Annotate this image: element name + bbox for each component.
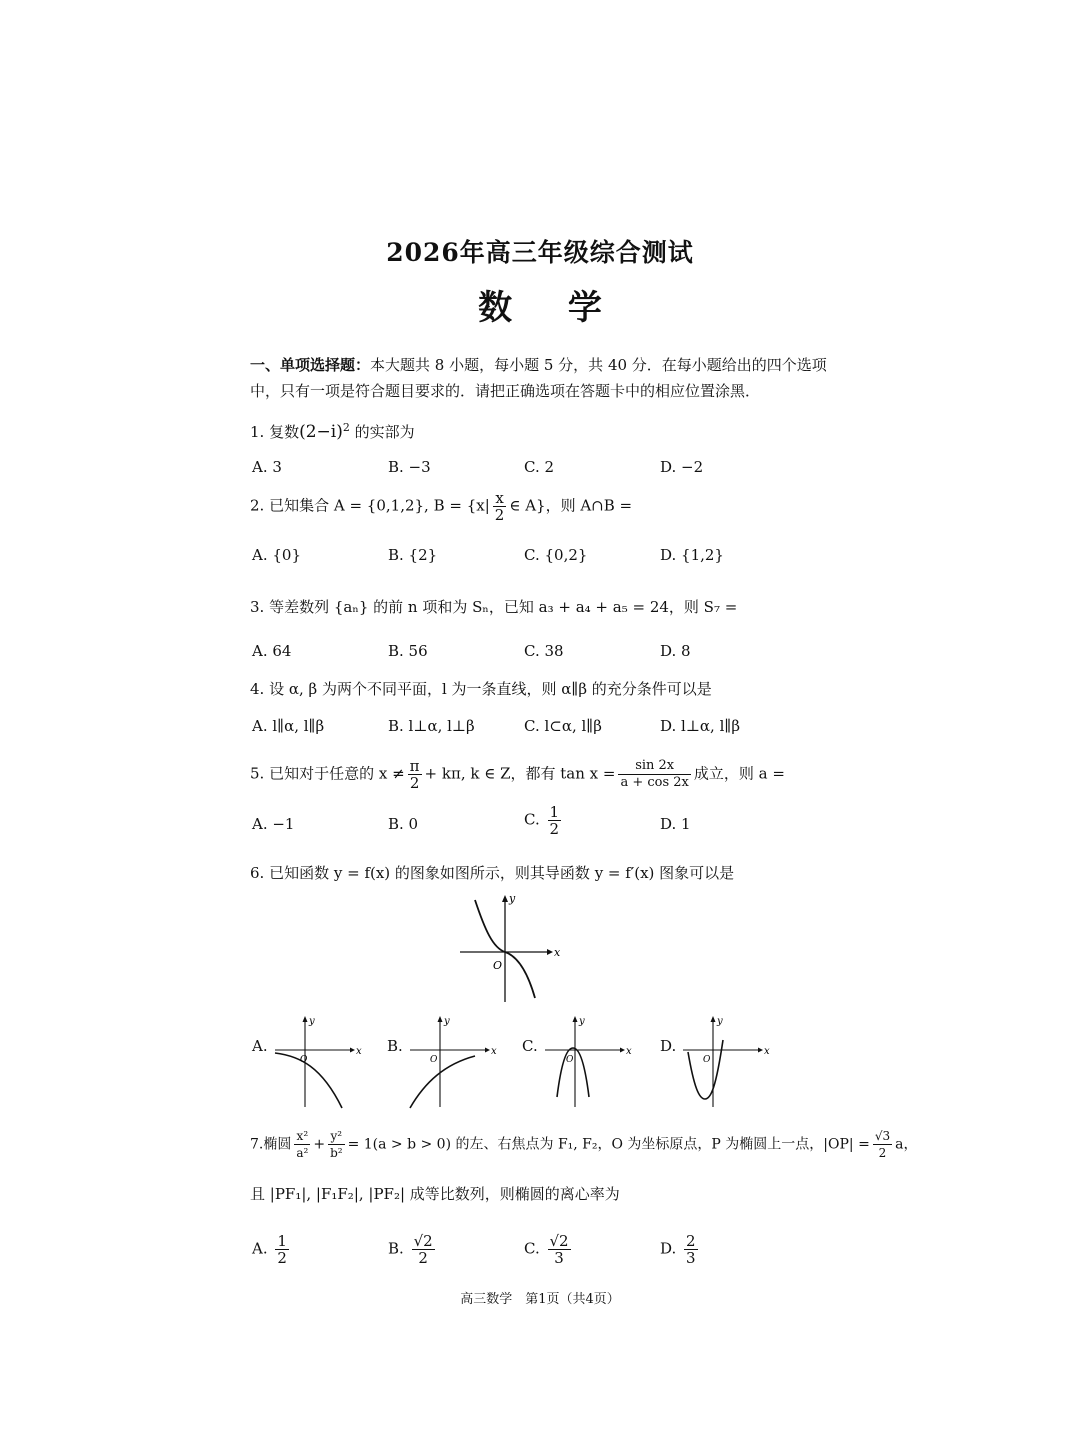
q7-d-label: D. bbox=[660, 1239, 677, 1258]
q7-number: 7. bbox=[250, 1136, 264, 1153]
q6-option-d-label: D. bbox=[660, 1037, 677, 1055]
question-5 bbox=[250, 758, 785, 791]
q7-b-label: B. bbox=[388, 1239, 404, 1258]
q7-fraction-x bbox=[294, 1128, 310, 1161]
q5-post: 成立，则 a = bbox=[693, 764, 785, 783]
q3-number: 3. bbox=[250, 598, 265, 616]
q2-pre: 已知集合 A = {0,1,2}, B = {x| bbox=[269, 496, 490, 515]
q1-option-a: A. 3 bbox=[252, 458, 282, 476]
q6-text: 已知函数 y = f(x) 的图象如图所示，则其导函数 y = f′(x) 图象可以是 bbox=[269, 864, 735, 882]
q4-number: 4. bbox=[250, 680, 265, 698]
q7-fraction-op bbox=[873, 1128, 892, 1161]
q6-option-a-graph bbox=[270, 1012, 365, 1112]
q1-expr: (2−i) bbox=[299, 422, 343, 442]
q7-option-c bbox=[524, 1233, 574, 1266]
q3-option-d: D. 8 bbox=[660, 642, 691, 660]
q1-option-d: D. −2 bbox=[660, 458, 704, 476]
arrow-icon bbox=[438, 1016, 443, 1022]
q5-mid: + kπ, k ∈ Z，都有 tan x = bbox=[424, 764, 616, 783]
q1-option-c: C. 2 bbox=[524, 458, 555, 476]
q7-f1-num: x² bbox=[294, 1128, 310, 1145]
q6-option-c-graph bbox=[540, 1012, 635, 1112]
q5-option-c-fraction bbox=[548, 804, 562, 837]
q7-c-fraction bbox=[548, 1233, 571, 1266]
q7-f1-den: a² bbox=[296, 1146, 309, 1160]
q4-option-c: C. l⊂α, l∥β bbox=[524, 717, 602, 735]
x-label: x bbox=[491, 1046, 497, 1057]
origin-label: O bbox=[493, 959, 503, 972]
q3-option-a: A. 64 bbox=[252, 642, 292, 660]
q5-fraction-pi bbox=[408, 758, 422, 791]
q7-f3-num: √3 bbox=[874, 1129, 891, 1143]
y-axis-label: y bbox=[509, 892, 516, 905]
q7-f3-den: 2 bbox=[878, 1146, 887, 1160]
q4-option-d: D. l⊥α, l∥β bbox=[660, 717, 740, 735]
q7-line-2: 且 |PF₁|, |F₁F₂|, |PF₂| 成等比数列，则椭圆的离心率为 bbox=[250, 1185, 620, 1203]
arrow-icon bbox=[350, 1048, 355, 1053]
q2-fraction bbox=[493, 490, 507, 523]
q1-pre: 复数 bbox=[269, 423, 300, 441]
q3-text: 等差数列 {aₙ} 的前 n 项和为 Sₙ，已知 a₃ + a₄ + a₅ = 24，则 S₇ = bbox=[269, 598, 738, 616]
question-2 bbox=[250, 490, 632, 523]
q5-option-d: D. 1 bbox=[660, 815, 691, 833]
question-3 bbox=[250, 597, 737, 617]
q5-frac2-den: a + cos 2x bbox=[620, 775, 689, 790]
q7-b-fraction bbox=[412, 1233, 435, 1266]
q7-b-den: 2 bbox=[418, 1249, 428, 1267]
arrow-icon bbox=[620, 1048, 625, 1053]
q1-option-b: B. −3 bbox=[388, 458, 431, 476]
q5-frac2-num: sin 2x bbox=[618, 758, 690, 775]
q7-a-num: 1 bbox=[277, 1232, 287, 1250]
exam-title: 2026年高三年级综合测试 bbox=[386, 238, 694, 267]
q2-number: 2. bbox=[250, 496, 265, 515]
section-text: 本大题共 8 小题，每小题 5 分，共 40 分．在每小题给出的四个选项中，只有一项是符合题目要求的．请把正确选项在答题卡中的相应位置涂黑． bbox=[250, 356, 827, 400]
q7-c-num: √2 bbox=[549, 1232, 569, 1250]
q7-option-a bbox=[252, 1233, 292, 1266]
y-label: y bbox=[444, 1016, 450, 1027]
q2-post: ∈ A}，则 A∩B = bbox=[509, 496, 633, 515]
y-label: y bbox=[579, 1016, 585, 1027]
y-label: y bbox=[309, 1016, 315, 1027]
x-axis-label: x bbox=[554, 946, 561, 959]
q3-option-c: C. 38 bbox=[524, 642, 564, 660]
q5-frac-den: 2 bbox=[409, 774, 420, 792]
q6-main-graph bbox=[455, 890, 565, 1005]
q4-option-b: B. l⊥α, l⊥β bbox=[388, 717, 475, 735]
q4-text: 设 α, β 为两个不同平面，l 为一条直线，则 α∥β 的充分条件可以是 bbox=[269, 680, 712, 698]
q7-a-fraction bbox=[275, 1233, 289, 1266]
origin-label: O bbox=[566, 1055, 574, 1065]
q6-option-b-label: B. bbox=[387, 1037, 403, 1055]
origin-label: O bbox=[300, 1055, 308, 1065]
q7-d-num: 2 bbox=[686, 1232, 696, 1250]
q7-f2-den: b² bbox=[330, 1146, 343, 1160]
arrow-icon bbox=[485, 1048, 490, 1053]
q7-c-den: 3 bbox=[554, 1249, 564, 1267]
y-axis-arrow-icon bbox=[502, 895, 508, 902]
q7-option-b bbox=[388, 1233, 438, 1266]
q2-option-d: D. {1,2} bbox=[660, 546, 724, 564]
q6-option-a-label: A. bbox=[252, 1037, 268, 1055]
q1-post: 的实部为 bbox=[354, 423, 415, 441]
q5-c-num: 1 bbox=[549, 803, 560, 821]
section-label: 一、单项选择题： bbox=[250, 356, 371, 374]
question-7 bbox=[250, 1128, 917, 1161]
q5-option-b: B. 0 bbox=[388, 815, 419, 833]
x-label: x bbox=[356, 1046, 362, 1057]
q7-fraction-y bbox=[328, 1128, 345, 1161]
page-footer: 高三数学 第1页（共4页） bbox=[460, 1292, 620, 1307]
arrow-icon bbox=[303, 1016, 308, 1022]
q2-option-a: A. {0} bbox=[252, 546, 301, 564]
q1-number: 1. bbox=[250, 423, 265, 441]
q7-d-fraction bbox=[684, 1233, 698, 1266]
q2-frac-num: x bbox=[493, 490, 507, 507]
arrow-icon bbox=[573, 1016, 578, 1022]
q7-d-den: 3 bbox=[686, 1249, 696, 1267]
q6-number: 6. bbox=[250, 864, 265, 882]
origin-label: O bbox=[430, 1055, 438, 1065]
subject-title: 数 学 bbox=[478, 288, 624, 328]
q5-option-a: A. −1 bbox=[252, 815, 295, 833]
q2-option-b: B. {2} bbox=[388, 546, 438, 564]
q7-a-label: A. bbox=[252, 1239, 268, 1258]
q5-c-den: 2 bbox=[549, 820, 560, 838]
x-label: x bbox=[764, 1046, 770, 1057]
q2-frac-den: 2 bbox=[494, 506, 505, 524]
q5-fraction-tan bbox=[618, 758, 690, 791]
x-axis-arrow-icon bbox=[547, 949, 553, 955]
origin-label: O bbox=[703, 1055, 711, 1065]
arrow-icon bbox=[758, 1048, 763, 1053]
arrow-icon bbox=[711, 1016, 716, 1022]
q5-pre: 已知对于任意的 x ≠ bbox=[269, 764, 405, 783]
q7-pre: 椭圆 bbox=[263, 1136, 292, 1153]
q2-option-c: C. {0,2} bbox=[524, 546, 588, 564]
q3-option-b: B. 56 bbox=[388, 642, 428, 660]
question-4 bbox=[250, 679, 712, 699]
q7-post: a， bbox=[895, 1136, 918, 1153]
question-1 bbox=[250, 418, 415, 442]
q7-a-den: 2 bbox=[277, 1249, 287, 1267]
q5-option-c-label: C. bbox=[524, 810, 540, 829]
q6-option-d-graph bbox=[678, 1012, 773, 1112]
question-6 bbox=[250, 863, 734, 883]
q7-f2-num: y² bbox=[328, 1128, 345, 1145]
y-label: y bbox=[717, 1016, 723, 1027]
q5-option-c bbox=[524, 804, 564, 837]
q7-mid: = 1(a > b > 0) 的左、右焦点为 F₁, F₂，O 为坐标原点，P 为椭圆上一点，|OP| = bbox=[347, 1136, 870, 1153]
q1-sup: 2 bbox=[342, 421, 350, 434]
q6-option-c-label: C. bbox=[522, 1037, 538, 1055]
section-instructions bbox=[250, 352, 840, 404]
q6-option-b-graph bbox=[405, 1012, 500, 1112]
q4-option-a: A. l∥α, l∥β bbox=[252, 717, 325, 735]
x-label: x bbox=[626, 1046, 632, 1057]
q7-option-d bbox=[660, 1233, 701, 1266]
q5-frac-num: π bbox=[409, 757, 420, 775]
q5-number: 5. bbox=[250, 764, 265, 783]
q7-plus: + bbox=[313, 1136, 326, 1153]
q7-c-label: C. bbox=[524, 1239, 540, 1258]
q7-b-num: √2 bbox=[413, 1232, 433, 1250]
